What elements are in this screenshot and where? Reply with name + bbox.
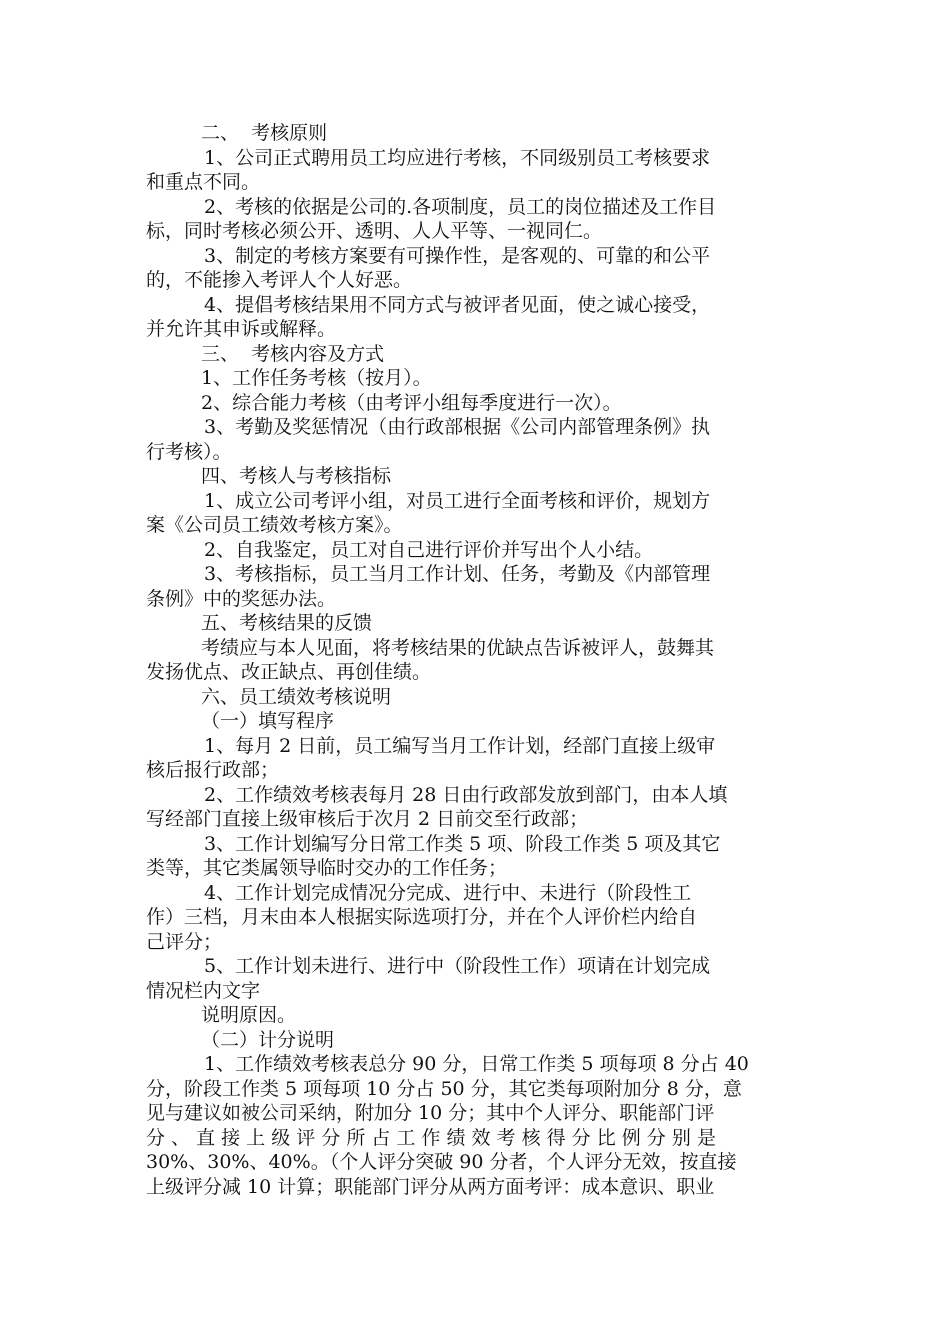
section-heading: 二、 考核原则 xyxy=(201,122,328,144)
paragraph-line: 2、工作绩效考核表每月 28 日由行政部发放到部门，由本人填 xyxy=(204,783,728,806)
paragraph-line: 己评分； xyxy=(146,930,223,953)
paragraph-line: 案《公司员工绩效考核方案》。 xyxy=(146,514,403,536)
paragraph-line: 标，同时考核必须公开、透明、人人平等、一视同仁。 xyxy=(146,220,603,242)
paragraph-line: 3、制定的考核方案要有可操作性，是客观的、可靠的和公平 xyxy=(204,244,711,267)
paragraph-line: 并允许其申诉或解释。 xyxy=(146,318,337,340)
paragraph-line: 考绩应与本人见面，将考核结果的优缺点告诉被评人，鼓舞其 xyxy=(201,636,715,659)
paragraph-line: 1、每月 2 日前，员工编写当月工作计划，经部门直接上级审 xyxy=(204,734,716,757)
paragraph-line: 的，不能掺入考评人个人好恶。 xyxy=(146,269,413,291)
section-heading: 四、考核人与考核指标 xyxy=(201,465,392,487)
document-body xyxy=(146,121,808,1199)
paragraph-line: 发扬优点、改正缺点、再创佳绩。 xyxy=(146,661,432,683)
paragraph-line: 见与建议如被公司采纳，附加分 10 分；其中个人评分、职能部门评 xyxy=(146,1102,715,1124)
section-heading: 六、员工绩效考核说明 xyxy=(201,685,392,708)
subsection-heading: （一）填写程序 xyxy=(201,710,335,732)
paragraph-line: 1、工作任务考核（按月）。 xyxy=(201,367,432,389)
paragraph-line: 上级评分减 10 计算；职能部门评分从两方面考评：成本意识、职业 xyxy=(146,1175,715,1198)
paragraph-line: 3、工作计划编写分日常工作类 5 项、阶段工作类 5 项及其它 xyxy=(204,832,721,855)
paragraph-line: 分，阶段工作类 5 项每项 10 分占 50 分，其它类每项附加分 8 分，意 xyxy=(146,1077,742,1100)
paragraph-line: 2、考核的依据是公司的.各项制度，员工的岗位描述及工作目 xyxy=(204,195,717,218)
paragraph-line: 2、自我鉴定，员工对自己进行评价并写出个人小结。 xyxy=(204,538,654,561)
section-heading: 三、 考核内容及方式 xyxy=(201,342,385,365)
paragraph-line: 写经部门直接上级审核后于次月 2 日前交至行政部； xyxy=(146,808,589,830)
paragraph-line: 行考核）。 xyxy=(146,440,232,463)
paragraph-line: 1、公司正式聘用员工均应进行考核，不同级别员工考核要求 xyxy=(204,146,711,169)
paragraph-line: 类等，其它类属领导临时交办的工作任务； xyxy=(146,857,508,879)
paragraph-line: 分 、 直 接 上 级 评 分 所 占 工 作 绩 效 考 核 得 分 比 例 分 别 是 xyxy=(146,1126,716,1149)
paragraph-line: 4、工作计划完成情况分完成、进行中、未进行（阶段性工 xyxy=(204,881,692,904)
paragraph-line: 情况栏内文字 xyxy=(146,979,261,1002)
paragraph-line: 5、工作计划未进行、进行中（阶段性工作）项请在计划完成 xyxy=(204,955,711,977)
paragraph-line: 1、成立公司考评小组，对员工进行全面考核和评价，规划方 xyxy=(204,489,711,512)
paragraph-line: 2、综合能力考核（由考评小组每季度进行一次）。 xyxy=(201,391,622,414)
paragraph-line: 4、提倡考核结果用不同方式与被评者见面，使之诚心接受， xyxy=(204,293,711,316)
paragraph-line: 作）三档，月末由本人根据实际选项打分，并在个人评价栏内给自 xyxy=(146,906,698,928)
paragraph-line: 3、考核指标，员工当月工作计划、任务，考勤及《内部管理 xyxy=(204,563,711,585)
paragraph-line: 30%、30%、40%。（个人评分突破 90 分者，个人评分无效，按直接 xyxy=(146,1151,737,1173)
paragraph-line: 3、考勤及奖惩情况（由行政部根据《公司内部管理条例》执 xyxy=(204,416,711,438)
section-heading: 五、考核结果的反馈 xyxy=(201,612,373,634)
paragraph-line: 1、工作绩效考核表总分 90 分，日常工作类 5 项每项 8 分占 40 xyxy=(204,1053,749,1075)
paragraph-line: 条例》中的奖惩办法。 xyxy=(146,587,337,610)
subsection-heading: （二）计分说明 xyxy=(201,1028,335,1051)
paragraph-line: 核后报行政部； xyxy=(146,759,280,781)
paragraph-line: 和重点不同。 xyxy=(146,171,261,193)
paragraph-line: 说明原因。 xyxy=(201,1004,297,1026)
